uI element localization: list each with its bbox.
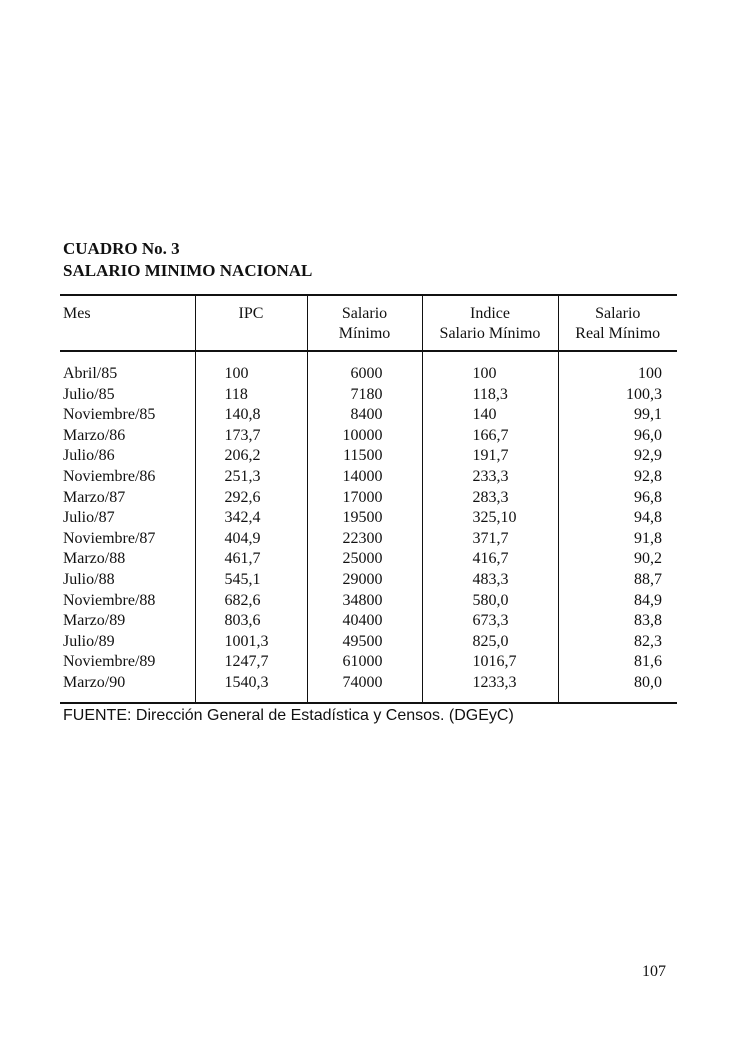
cell-indice-salario-minimo: 140 xyxy=(422,405,558,426)
cell-indice-salario-minimo: 166,7 xyxy=(422,426,558,447)
table-row xyxy=(60,405,677,426)
cell-indice-salario-minimo: 483,3 xyxy=(422,570,558,591)
table-row xyxy=(60,426,677,447)
cell-salario-real-minimo: 92,8 xyxy=(558,467,677,488)
table-title-line-1: CUADRO No. 3 xyxy=(63,239,180,258)
table-row xyxy=(60,591,677,612)
cell-mes: Julio/86 xyxy=(63,447,115,465)
table-row xyxy=(60,549,677,570)
cell-salario-minimo: 10000 xyxy=(307,426,422,447)
cell-salario-minimo: 14000 xyxy=(307,467,422,488)
table-row xyxy=(60,673,677,703)
cell-indice-salario-minimo: 416,7 xyxy=(422,549,558,570)
cell-salario-real-minimo: 84,9 xyxy=(558,591,677,612)
cell-salario-minimo: 74000 xyxy=(307,673,422,703)
cell-ipc: 1540,3 xyxy=(195,673,307,703)
cell-indice-salario-minimo: 580,0 xyxy=(422,591,558,612)
table-row xyxy=(60,508,677,529)
cell-mes: Julio/89 xyxy=(63,632,115,650)
header-salario-real-line-1: Salario xyxy=(595,305,641,322)
table-row xyxy=(60,632,677,653)
cell-ipc: 461,7 xyxy=(195,549,307,570)
cell-indice-salario-minimo: 825,0 xyxy=(422,632,558,653)
cell-indice-salario-minimo: 1233,3 xyxy=(422,673,558,703)
cell-indice-salario-minimo: 233,3 xyxy=(422,467,558,488)
table-title xyxy=(63,238,312,282)
cell-indice-salario-minimo: 371,7 xyxy=(422,529,558,550)
header-salario-minimo-line-1: Salario xyxy=(341,305,388,322)
cell-ipc: 404,9 xyxy=(195,529,307,550)
cell-mes: Marzo/88 xyxy=(63,550,126,568)
cell-ipc: 1001,3 xyxy=(195,632,307,653)
header-salario-minimo-line-2: Mínimo xyxy=(338,325,391,342)
cell-salario-real-minimo: 100 xyxy=(558,351,677,385)
cell-salario-minimo: 6000 xyxy=(307,351,422,385)
cell-mes: Noviembre/89 xyxy=(63,653,156,671)
cell-indice-salario-minimo: 283,3 xyxy=(422,488,558,509)
cell-indice-salario-minimo: 1016,7 xyxy=(422,652,558,673)
header-indice-salario-minimo xyxy=(422,295,558,351)
cell-indice-salario-minimo: 673,3 xyxy=(422,611,558,632)
table-row xyxy=(60,570,677,591)
table-body xyxy=(60,351,677,703)
table-row xyxy=(60,467,677,488)
cell-mes: Marzo/89 xyxy=(63,612,126,630)
cell-mes: Marzo/90 xyxy=(60,673,195,703)
cell-ipc: 173,7 xyxy=(195,426,307,447)
cell-ipc: 545,1 xyxy=(195,570,307,591)
header-ipc: IPC xyxy=(195,295,307,351)
cell-salario-minimo: 19500 xyxy=(307,508,422,529)
cell-mes: Julio/88 xyxy=(63,570,115,588)
cell-salario-real-minimo: 88,7 xyxy=(558,570,677,591)
cell-salario-minimo: 29000 xyxy=(307,570,422,591)
header-indice-line-2: Salario Mínimo xyxy=(439,325,541,342)
cell-ipc: 803,6 xyxy=(195,611,307,632)
cell-indice-salario-minimo: 100 xyxy=(422,351,558,385)
cell-salario-minimo: 17000 xyxy=(307,488,422,509)
cell-salario-minimo: 11500 xyxy=(307,446,422,467)
cell-salario-minimo: 7180 xyxy=(307,385,422,406)
cell-ipc: 1247,7 xyxy=(195,652,307,673)
cell-indice-salario-minimo: 325,10 xyxy=(422,508,558,529)
cell-salario-minimo: 40400 xyxy=(307,611,422,632)
salary-table xyxy=(60,294,677,704)
table-title-line-2: SALARIO MINIMO NACIONAL xyxy=(63,261,313,280)
cell-salario-real-minimo: 81,6 xyxy=(558,652,677,673)
cell-salario-real-minimo: 91,8 xyxy=(558,529,677,550)
cell-mes: Marzo/87 xyxy=(63,488,126,506)
cell-mes: Marzo/86 xyxy=(63,426,126,444)
cell-salario-real-minimo: 90,2 xyxy=(558,549,677,570)
cell-salario-minimo: 34800 xyxy=(307,591,422,612)
cell-salario-real-minimo: 92,9 xyxy=(558,446,677,467)
cell-salario-real-minimo: 94,8 xyxy=(558,508,677,529)
cell-mes: Julio/87 xyxy=(63,509,115,527)
cell-ipc: 342,4 xyxy=(195,508,307,529)
cell-ipc: 292,6 xyxy=(195,488,307,509)
cell-salario-real-minimo: 96,8 xyxy=(558,488,677,509)
cell-indice-salario-minimo: 191,7 xyxy=(422,446,558,467)
cell-mes: Noviembre/86 xyxy=(63,467,156,485)
cell-salario-real-minimo: 83,8 xyxy=(558,611,677,632)
header-row xyxy=(60,295,677,351)
cell-ipc: 140,8 xyxy=(195,405,307,426)
cell-mes: Noviembre/87 xyxy=(63,529,156,547)
cell-ipc: 251,3 xyxy=(195,467,307,488)
cell-salario-real-minimo: 80,0 xyxy=(558,673,677,703)
cell-mes: Noviembre/85 xyxy=(63,406,156,424)
cell-ipc: 100 xyxy=(195,351,307,385)
cell-salario-minimo: 25000 xyxy=(307,549,422,570)
cell-salario-real-minimo: 96,0 xyxy=(558,426,677,447)
cell-salario-real-minimo: 99,1 xyxy=(558,405,677,426)
table-row xyxy=(60,611,677,632)
table-row xyxy=(60,488,677,509)
cell-ipc: 118 xyxy=(195,385,307,406)
cell-salario-minimo: 22300 xyxy=(307,529,422,550)
source-note: FUENTE: Dirección General de Estadística y Censos. (DGEyC) xyxy=(63,707,514,724)
header-salario-real-minimo xyxy=(558,295,677,351)
cell-salario-real-minimo: 100,3 xyxy=(558,385,677,406)
salary-table-container xyxy=(60,294,677,704)
cell-salario-real-minimo: 82,3 xyxy=(558,632,677,653)
page-number: 107 xyxy=(642,963,666,980)
cell-indice-salario-minimo: 118,3 xyxy=(422,385,558,406)
cell-mes: Abril/85 xyxy=(63,365,118,382)
header-mes: Mes xyxy=(60,295,195,351)
cell-ipc: 682,6 xyxy=(195,591,307,612)
cell-mes: Noviembre/88 xyxy=(63,591,156,609)
cell-mes: Julio/85 xyxy=(63,385,115,403)
cell-salario-minimo: 8400 xyxy=(307,405,422,426)
table-row xyxy=(60,446,677,467)
header-indice-line-1: Indice xyxy=(470,305,510,322)
cell-salario-minimo: 61000 xyxy=(307,652,422,673)
table-row xyxy=(60,351,677,385)
cell-salario-minimo: 49500 xyxy=(307,632,422,653)
cell-ipc: 206,2 xyxy=(195,446,307,467)
header-salario-minimo xyxy=(307,295,422,351)
table-row xyxy=(60,652,677,673)
table-row xyxy=(60,529,677,550)
table-header xyxy=(60,295,677,351)
table-row xyxy=(60,385,677,406)
header-salario-real-line-2: Real Mínimo xyxy=(575,325,661,342)
